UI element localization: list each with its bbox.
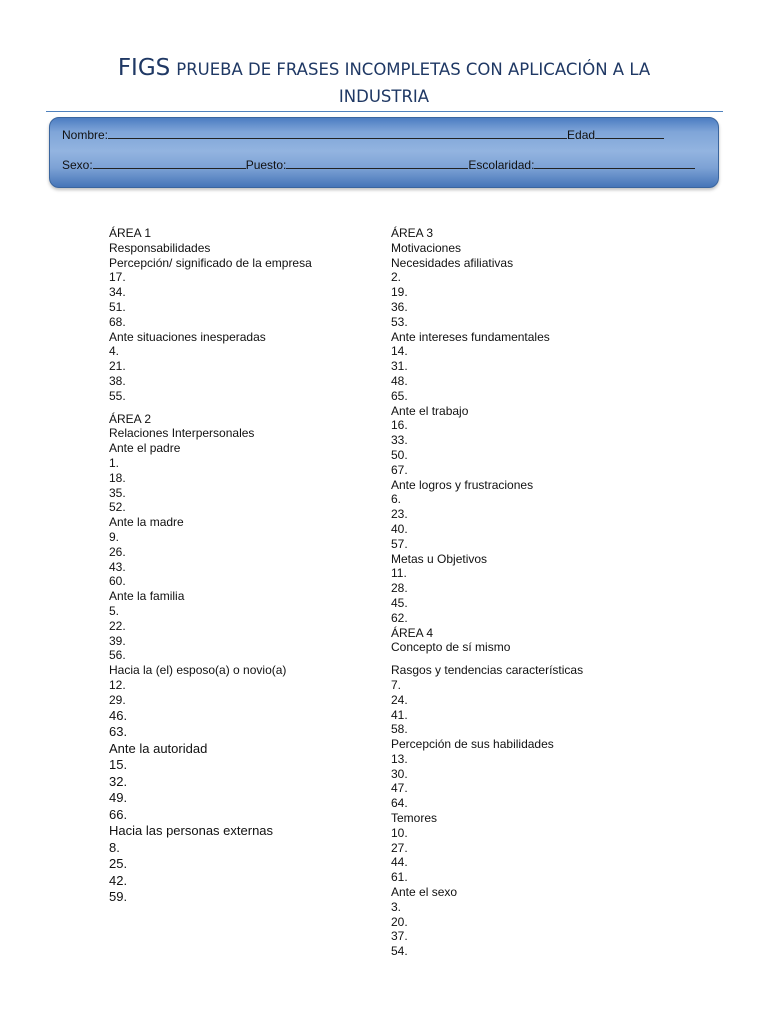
item-number: 24. xyxy=(391,692,408,707)
puesto-label: Puesto: xyxy=(245,158,287,172)
applicant-info-panel xyxy=(49,117,719,188)
item-number: 34. xyxy=(109,285,126,300)
item-number: 28. xyxy=(391,581,408,596)
item-number: 58. xyxy=(391,722,408,737)
item-number: 26. xyxy=(109,544,126,559)
left-column xyxy=(109,226,312,906)
item-number: 67. xyxy=(391,462,408,477)
right-column xyxy=(391,226,583,959)
title-subtitle-line1: PRUEBA DE FRASES INCOMPLETAS CON APLICACIÓN A LA xyxy=(176,60,651,79)
item-number: 55. xyxy=(109,388,126,403)
category-label: Hacia la (el) esposo(a) o novio(a) xyxy=(109,663,287,678)
item-number: 33. xyxy=(391,433,408,448)
category-label: Ante intereses fundamentales xyxy=(391,329,550,344)
category-label: Relaciones Interpersonales xyxy=(109,426,255,441)
edad-label: Edad xyxy=(567,128,596,142)
area-heading: ÁREA 3 xyxy=(391,226,434,240)
category-label: Ante la familia xyxy=(109,589,185,604)
item-number: 11. xyxy=(391,566,407,581)
item-number: 48. xyxy=(391,373,408,388)
item-number: 65. xyxy=(391,388,408,403)
item-number: 30. xyxy=(391,766,408,781)
item-number: 2. xyxy=(391,270,402,285)
item-number: 10. xyxy=(391,825,408,840)
item-number: 14. xyxy=(391,344,408,359)
section-gap xyxy=(391,655,583,663)
item-number: 64. xyxy=(391,796,408,811)
nombre-label: Nombre: xyxy=(62,128,109,142)
category-label: Hacia las personas externas xyxy=(109,823,274,838)
area-heading: ÁREA 1 xyxy=(109,226,152,240)
item-number: 29. xyxy=(109,692,126,707)
second-row-fields xyxy=(62,158,695,172)
item-number: 62. xyxy=(391,610,408,625)
item-number: 35. xyxy=(109,485,126,500)
item-number: 21. xyxy=(109,359,126,374)
item-number: 20. xyxy=(391,914,408,929)
category-label: Percepción de sus habilidades xyxy=(391,737,554,752)
item-number: 9. xyxy=(109,529,120,544)
category-label: Ante la madre xyxy=(109,515,184,530)
category-label: Ante logros y frustraciones xyxy=(391,477,534,492)
item-number: 4. xyxy=(109,344,120,359)
item-number: 43. xyxy=(109,559,126,574)
item-number: 40. xyxy=(391,521,408,536)
nombre-field[interactable] xyxy=(62,128,664,142)
item-number: 45. xyxy=(391,595,408,610)
title-figs: FIGS xyxy=(117,55,171,81)
sexo-label: Sexo: xyxy=(62,158,93,172)
item-number: 31. xyxy=(391,359,408,374)
item-number: 53. xyxy=(391,314,408,329)
item-number: 16. xyxy=(391,418,408,433)
category-label: Rasgos y tendencias características xyxy=(391,663,584,678)
item-number: 3. xyxy=(391,899,402,914)
item-number: 39. xyxy=(109,633,126,648)
nombre-line[interactable] xyxy=(108,128,567,139)
item-number: 12. xyxy=(109,677,126,692)
item-number: 59. xyxy=(109,889,128,904)
item-number: 15. xyxy=(109,757,128,772)
category-label: Metas u Objetivos xyxy=(391,551,488,566)
item-number: 57. xyxy=(391,536,408,551)
category-label: Ante el padre xyxy=(109,441,181,456)
escolaridad-line[interactable] xyxy=(534,158,695,169)
category-label: Motivaciones xyxy=(391,240,462,255)
area-heading: ÁREA 2 xyxy=(109,411,152,426)
item-number: 46. xyxy=(109,707,128,723)
item-number: 44. xyxy=(391,855,408,870)
category-label: Percepción/ significado de la empresa xyxy=(109,255,312,270)
item-number: 61. xyxy=(391,870,408,885)
item-number: 25. xyxy=(109,856,128,871)
item-number: 68. xyxy=(109,314,126,329)
item-number: 37. xyxy=(391,929,408,944)
sexo-line[interactable] xyxy=(93,158,246,169)
item-number: 18. xyxy=(109,470,126,485)
item-number: 23. xyxy=(391,507,408,522)
category-label: Responsabilidades xyxy=(109,240,211,255)
category-label: Ante situaciones inesperadas xyxy=(109,329,266,344)
item-number: 17. xyxy=(109,270,126,285)
item-number: 66. xyxy=(109,806,128,822)
category-label: Temores xyxy=(391,811,438,826)
title-divider xyxy=(46,111,723,112)
section-gap xyxy=(109,404,312,412)
item-number: 8. xyxy=(109,839,120,855)
document-title xyxy=(0,52,768,108)
item-number: 38. xyxy=(109,373,126,388)
category-label: Ante el trabajo xyxy=(391,403,469,418)
item-number: 19. xyxy=(391,285,408,300)
title-subtitle-line2: INDUSTRIA xyxy=(338,87,430,106)
item-number: 47. xyxy=(391,781,408,796)
item-number: 51. xyxy=(109,299,126,314)
category-label: Ante el sexo xyxy=(391,885,458,900)
item-number: 49. xyxy=(109,790,128,805)
item-number: 63. xyxy=(109,724,128,739)
category-label: Ante la autoridad xyxy=(109,740,208,756)
item-number: 36. xyxy=(391,299,408,314)
category-label: Necesidades afiliativas xyxy=(391,255,514,270)
item-number: 56. xyxy=(109,648,126,663)
item-number: 6. xyxy=(391,492,402,507)
item-number: 52. xyxy=(109,500,126,515)
item-number: 32. xyxy=(109,773,128,789)
category-label: Concepto de sí mismo xyxy=(391,640,511,655)
item-number: 1. xyxy=(109,455,120,470)
escolaridad-label: Escolaridad: xyxy=(468,158,535,172)
puesto-line[interactable] xyxy=(286,158,468,169)
item-number: 27. xyxy=(391,840,408,855)
edad-line[interactable] xyxy=(595,128,664,139)
item-number: 50. xyxy=(391,447,408,462)
item-number: 5. xyxy=(109,603,120,618)
item-number: 54. xyxy=(391,944,408,959)
item-number: 60. xyxy=(109,574,126,589)
item-number: 13. xyxy=(391,751,408,766)
item-number: 42. xyxy=(109,872,128,888)
item-number: 22. xyxy=(109,618,126,633)
item-number: 41. xyxy=(391,707,408,722)
item-number: 7. xyxy=(391,677,402,692)
area-heading: ÁREA 4 xyxy=(391,625,434,640)
